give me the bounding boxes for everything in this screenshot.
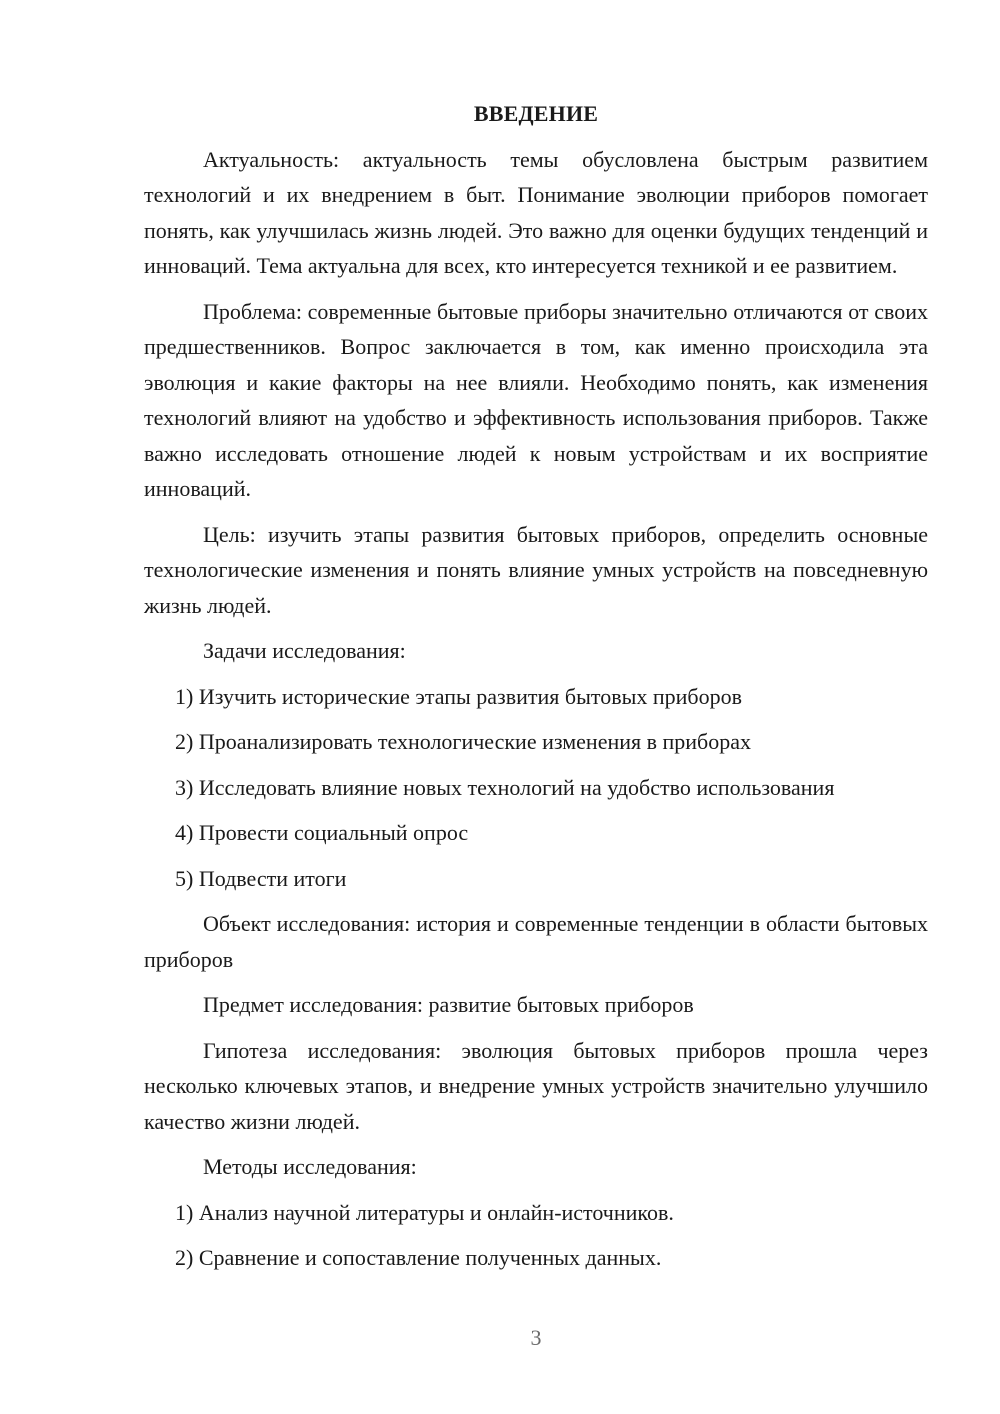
method-item: 2) Сравнение и сопоставление полученных данных. (175, 1245, 662, 1270)
page-number: 3 (530, 1325, 542, 1350)
relevance-paragraph: Актуальность: актуальность темы обусловлена быстрым развитием технологий и их внедрением в быт. Понимание эволюции приборов помогает понять, как улучшилась жизнь людей. Это важно для оценки будущих тенденций и инноваций. Тема актуальна для всех, кто интересуется техникой и ее развитием. (144, 146, 928, 278)
subject-paragraph: Предмет исследования: развитие бытовых приборов (203, 992, 694, 1017)
page-title: ВВЕДЕНИЕ (473, 101, 599, 126)
task-item: 1) Изучить исторические этапы развития бытовых приборов (175, 683, 743, 709)
method-item: 1) Анализ научной литературы и онлайн-источников. (175, 1199, 674, 1225)
task-item: 4) Провести социальный опрос (175, 820, 469, 845)
hypothesis-paragraph: Гипотеза исследования: эволюция бытовых приборов прошла через несколько ключевых этапов, и внедрение умных устройств значительно улучшило качество жизни людей. (144, 1037, 928, 1134)
methods-heading: Методы исследования: (203, 1154, 417, 1179)
task-item: 2) Проанализировать технологические изменения в приборах (175, 729, 752, 754)
task-item: 5) Подвести итоги (175, 865, 347, 891)
object-paragraph: Объект исследования: история и современные тенденции в области бытовых приборов (144, 911, 928, 972)
goal-paragraph: Цель: изучить этапы развития бытовых приборов, определить основные технологические изменения и понять влияние умных устройств на повседневную жизнь людей. (144, 521, 928, 618)
tasks-heading: Задачи исследования: (203, 638, 406, 663)
problem-paragraph: Проблема: современные бытовые приборы значительно отличаются от своих предшественников. Вопрос заключается в том, как именно происходила эта эволюция и какие факторы на нее влияли. Необходимо понять, как изменения технологий влияют на удобство и эффективность использования приборов. Также важно исследовать отношение людей к новым устройствам и их восприятие инноваций. (144, 298, 928, 501)
task-item: 3) Исследовать влияние новых технологий на удобство использования (175, 774, 835, 800)
page-content (144, 96, 928, 1286)
